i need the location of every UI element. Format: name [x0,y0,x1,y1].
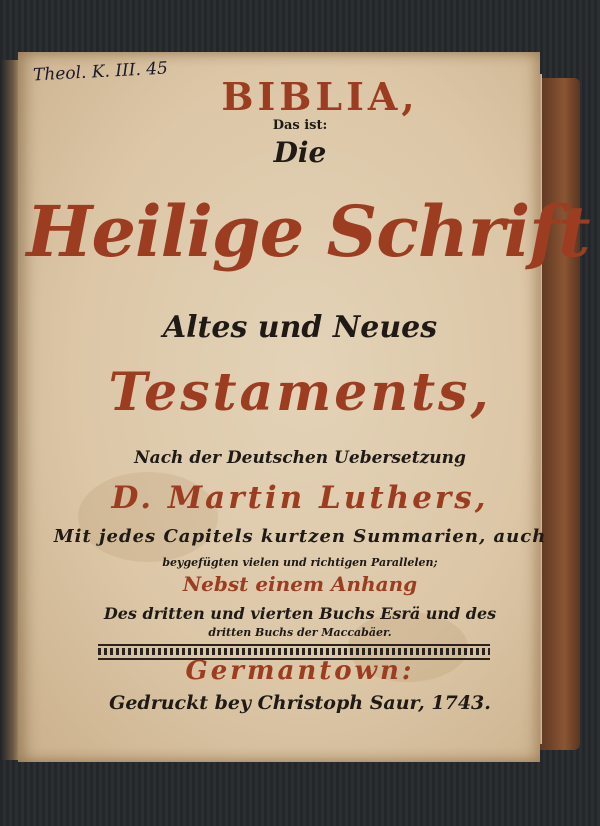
maccabees-line: dritten Buchs der Maccabäer. [208,626,392,639]
appendix-line: Nebst einem Anhang [182,572,418,596]
title-testaments: Testaments, [108,362,492,423]
title-heilige-schrift: Heilige Schrift [26,190,590,273]
parallels-line: beygefügten vielen und richtigen Parallelen; [162,556,438,569]
translation-note: Nach der Deutschen Uebersetzung [134,448,466,468]
subtitle-das-ist: Das ist: [272,118,328,133]
imprint-line: Gedruckt bey Christoph Saur, 1743. [109,692,491,714]
ornamental-border [98,648,490,655]
rule-top [98,644,490,646]
author-luther: D. Martin Luthers, [111,480,489,516]
place-germantown: Germantown: [185,656,415,686]
title-die: Die [273,136,327,169]
summaries-line: Mit jedes Capitels kurtzen Summarien, auch [53,526,547,547]
title-biblia: BIBLIA, [221,74,419,119]
esra-line: Des dritten und vierten Buchs Esrä und des [103,604,497,623]
handwritten-shelfmark: Theol. K. III. 45 [32,58,169,86]
title-altes-und-neues: Altes und Neues [162,310,438,345]
